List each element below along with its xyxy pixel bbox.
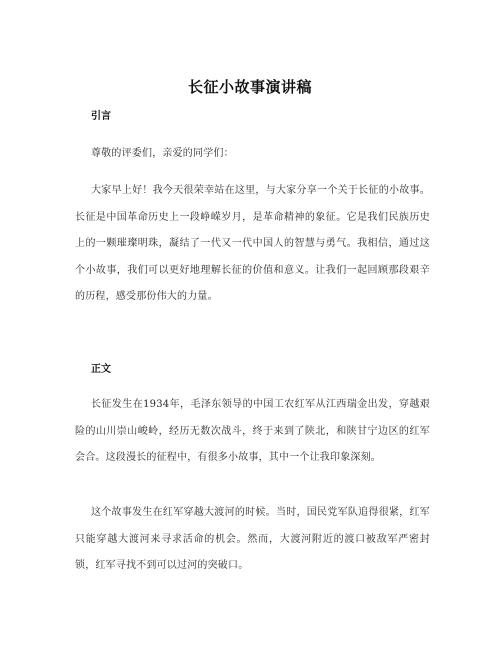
intro-greeting-paragraph: 尊敬的评委们，亲爱的同学们：: [91, 148, 234, 159]
document-title: 长征小故事演讲稿: [187, 78, 312, 96]
intro-body-paragraph: 大家早上好！我今天很荣幸站在这里，与大家分享一个关于长征的小故事。长征是中国革命历史上一段峥嵘岁月，是革命精神的象征。它是我们民族历史上的一颗璀璨明珠，凝结了一代又一代中国人的智慧与勇气。我相信，通过这个小故事，我们可以更好地理解长征的价值和意义。让我们一起回顾那段艰辛的历程，感受那份伟大的力量。: [75, 185, 430, 302]
section-heading-intro: 引言: [91, 111, 111, 122]
section-heading-main: 正文: [91, 364, 111, 375]
main-paragraph-2: 这个故事发生在红军穿越大渡河的时候。当时，国民党军队追得很紧，红军只能穿越大渡河来寻求活命的机会。然而，大渡河附近的渡口被敌军严密封锁，红军寻找不到可以过河的突破口。: [75, 507, 430, 571]
main-paragraph-1: 长征发生在1934年，毛泽东领导的中国工农红军从江西瑞金出发，穿越艰险的山川崇山峻岭，经历无数次战斗，终于来到了陕北，和陕甘宁边区的红军会合。这段漫长的征程中，有很多小故事，其中一个让我印象深刻。: [75, 399, 430, 463]
